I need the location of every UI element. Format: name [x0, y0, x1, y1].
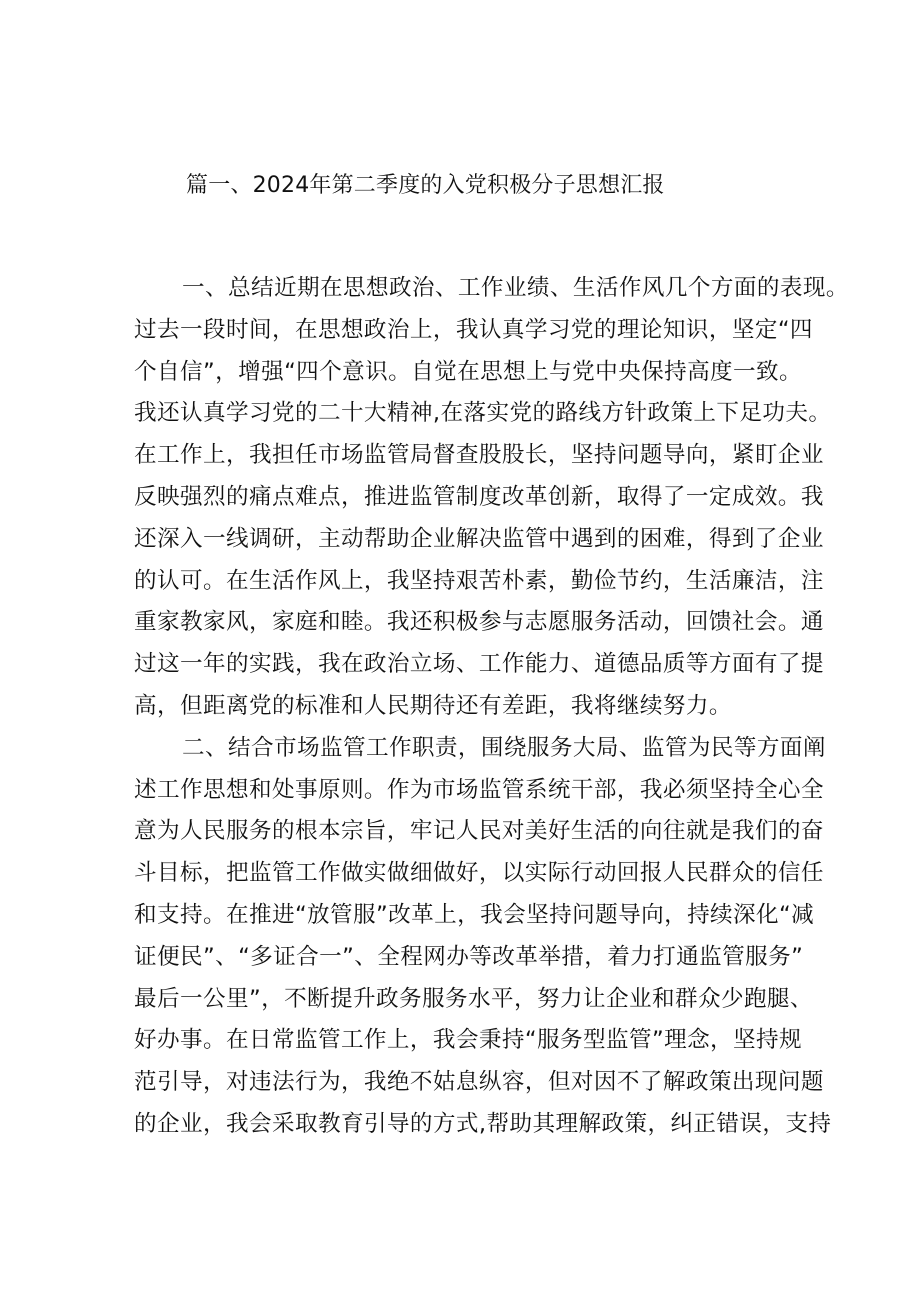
text-line: 我还认真学习党的二十大精神,在落实党的路线方针政策上下足功夫。 — [134, 400, 832, 427]
document-body — [134, 268, 849, 1146]
text-line: 述工作思想和处事原则。作为市场监管系统干部，我必须坚持全心全 — [134, 776, 824, 803]
paragraph-1-heading-line: 一、总结近期在思想政治、工作业绩、生活作风几个方面的表现。 — [182, 275, 849, 301]
text-line: 意为人民服务的根本宗旨，牢记人民对美好生活的向往就是我们的奋 — [134, 818, 824, 845]
text-line: 的认可。在生活作风上，我坚持艰苦朴素，勤俭节约，生活廉洁，注 — [134, 567, 824, 594]
text-line: 个自信”，增强“四个意识。自觉在思想上与党中央保持高度一致。 — [134, 358, 803, 385]
text-line: 在工作上，我担任市场监管局督查股股长，坚持问题导向，紧盯企业 — [134, 442, 824, 469]
text-line: 和支持。在推进“放管服”改革上，我会坚持问题导向，持续深化“减 — [134, 901, 815, 928]
text-line: 范引导，对违法行为，我绝不姑息纵容，但对因不了解政策出现问题 — [134, 1069, 824, 1096]
text-line: 过去一段时间，在思想政治上，我认真学习党的理论知识，坚定“四 — [134, 316, 813, 343]
paragraph-2-heading-line: 二、结合市场监管工作职责，围绕服务大局、监管为民等方面阐 — [182, 734, 826, 761]
text-line: 反映强烈的痛点难点，推进监管制度改革创新，取得了一定成效。我 — [134, 483, 824, 510]
text-line: 的企业，我会采取教育引导的方式,帮助其理解政策，纠正错误，支持 — [134, 1110, 832, 1137]
document-title: 篇一、2024年第二季度的入党积极分子思想汇报 — [186, 173, 665, 198]
text-line: 最后一公里”，不断提升政务服务水平，努力让企业和群众少跑腿、 — [134, 985, 813, 1012]
text-line: 重家教家风，家庭和睦。我还积极参与志愿服务活动，回馈社会。通 — [134, 609, 824, 636]
text-line: 还深入一线调研，主动帮助企业解决监管中遇到的困难，得到了企业 — [134, 525, 824, 552]
text-line: 高，但距离党的标准和人民期待还有差距，我将继续努力。 — [134, 692, 732, 719]
text-line: 好办事。在日常监管工作上，我会秉持“服务型监管”理念，坚持规 — [134, 1027, 803, 1054]
text-line: 过这一年的实践，我在政治立场、工作能力、道德品质等方面有了提 — [134, 651, 824, 678]
text-line: 斗目标，把监管工作做实做细做好，以实际行动回报人民群众的信任 — [134, 860, 824, 887]
text-line: 证便民”、“多证合一”、全程网办等改革举措，着力打通监管服务” — [134, 943, 804, 970]
